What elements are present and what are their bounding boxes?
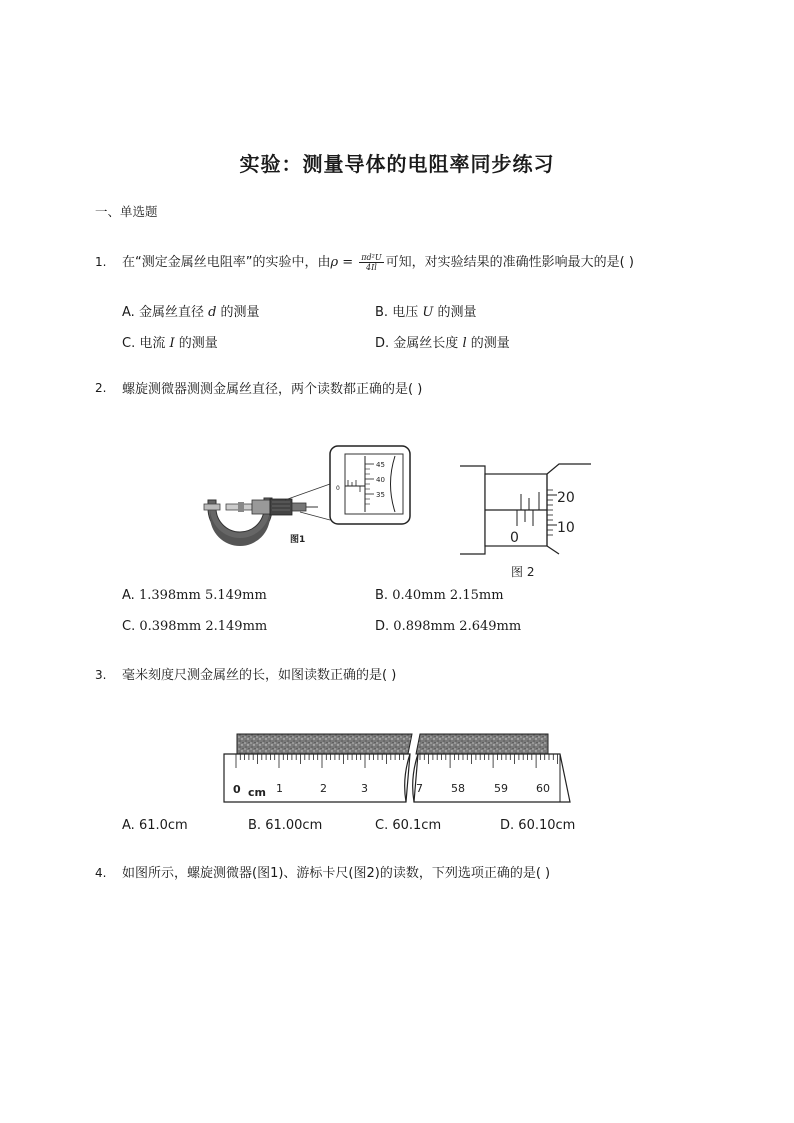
fig2-zero-label: 0 xyxy=(510,530,519,546)
ruler-label-3: 3 xyxy=(361,782,368,795)
option-value: 61.00cm xyxy=(265,818,323,833)
option-value: 0.898mm 2.649mm xyxy=(393,619,522,634)
question-1-text xyxy=(122,251,634,272)
micrometer-thimble xyxy=(270,499,292,515)
option-value: 60.1cm xyxy=(392,818,442,833)
option-letter: A. xyxy=(122,305,135,320)
micrometer-figure-1 xyxy=(190,444,415,554)
page-title: 实验：测量导体的电阻率同步练习 xyxy=(239,152,555,176)
question-4-number: 4. xyxy=(95,866,107,880)
option-letter: C. xyxy=(122,619,136,634)
wire-right xyxy=(416,734,548,754)
question-1-number: 1. xyxy=(95,255,107,269)
question-3-text: 毫米刻度尺测金属丝的长，如图读数正确的是( ) xyxy=(122,668,397,683)
q2-option-a[interactable] xyxy=(122,588,267,603)
ruler-label-7: 7 xyxy=(416,782,423,795)
option-letter: C. xyxy=(375,818,389,833)
wire-left xyxy=(237,734,412,754)
option-variable: I xyxy=(169,336,175,351)
ruler-label-2: 2 xyxy=(320,782,327,795)
option-text: 的测量 xyxy=(466,336,510,351)
section-heading: 一、单选题 xyxy=(95,204,158,219)
option-letter: D. xyxy=(375,619,390,634)
ruler-label-0: 0 xyxy=(233,783,241,796)
q1-option-d[interactable] xyxy=(375,332,510,351)
formula-denominator: 4Il xyxy=(366,263,377,272)
q3-option-d[interactable] xyxy=(500,818,575,833)
option-text: 的测量 xyxy=(216,305,260,320)
fig1-caption: 图1 xyxy=(290,535,306,545)
option-text: 金属丝长度 xyxy=(393,336,463,351)
option-value: 60.10cm xyxy=(518,818,576,833)
option-letter: B. xyxy=(375,588,389,603)
option-letter: A. xyxy=(122,818,135,833)
question-2-number: 2. xyxy=(95,381,107,395)
option-variable: d xyxy=(208,305,217,320)
q2-option-d[interactable] xyxy=(375,619,521,634)
ruler-label-1: 1 xyxy=(276,782,283,795)
question-2-text: 螺旋测微器测测金属丝直径，两个读数都正确的是( ) xyxy=(122,382,423,397)
ruler-label-60: 60 xyxy=(536,782,550,795)
q3-option-a[interactable] xyxy=(122,818,188,833)
fig1-scale-45: 45 xyxy=(376,461,385,469)
option-text: 的测量 xyxy=(174,336,218,351)
question-4-text: 如图所示，螺旋测微器(图1)、游标卡尺(图2)的读数，下列选项正确的是( ) xyxy=(122,866,551,881)
q1-option-b[interactable] xyxy=(375,301,476,320)
question-1-text-before: 在“测定金属丝电阻率”的实验中，由 xyxy=(122,255,331,270)
q3-option-c[interactable] xyxy=(375,818,441,833)
micrometer-anvil xyxy=(204,504,220,510)
micrometer-lock xyxy=(238,502,244,512)
fig1-scale-40: 40 xyxy=(376,476,385,484)
ruler-label-cm: cm xyxy=(248,786,266,799)
option-variable: U xyxy=(422,305,434,320)
question-1-text-after: 可知，对实验结果的准确性影响最大的是( ) xyxy=(385,255,634,270)
q3-option-b[interactable] xyxy=(248,818,322,833)
option-variable: l xyxy=(462,336,467,351)
fig2-scale-20: 20 xyxy=(557,490,575,506)
option-value: 1.398mm 5.149mm xyxy=(138,588,267,603)
option-text: 的测量 xyxy=(433,305,477,320)
option-letter: A. xyxy=(122,588,135,603)
question-3-number: 3. xyxy=(95,668,107,682)
option-value: 0.398mm 2.149mm xyxy=(139,619,268,634)
micrometer-ratchet xyxy=(292,503,306,511)
option-letter: B. xyxy=(375,305,389,320)
fig1-scale-35: 35 xyxy=(376,491,385,499)
fig2-caption: 图 2 xyxy=(511,565,535,579)
formula-lhs: ρ = xyxy=(330,255,354,270)
option-text: 电流 xyxy=(139,336,170,351)
option-text: 电压 xyxy=(392,305,423,320)
option-letter: D. xyxy=(500,818,515,833)
option-value: 61.0cm xyxy=(138,818,188,833)
formula-fraction xyxy=(359,253,383,272)
q2-option-b[interactable] xyxy=(375,588,504,603)
micrometer-figure-2 xyxy=(455,458,600,583)
ruler-label-58: 58 xyxy=(451,782,465,795)
q2-option-c[interactable] xyxy=(122,619,267,634)
fig2-scale-10: 10 xyxy=(557,520,575,536)
q1-option-a[interactable] xyxy=(122,301,260,320)
option-letter: B. xyxy=(248,818,262,833)
fig1-zero-label: 0 xyxy=(336,485,340,492)
ruler-label-59: 59 xyxy=(494,782,508,795)
option-text: 金属丝直径 xyxy=(138,305,209,320)
option-letter: C. xyxy=(122,336,136,351)
ruler-figure xyxy=(220,730,575,806)
option-letter: D. xyxy=(375,336,390,351)
option-value: 0.40mm 2.15mm xyxy=(392,588,504,603)
formula-numerator: πd²U xyxy=(361,253,382,262)
q1-option-c[interactable] xyxy=(122,332,218,351)
micrometer-sleeve xyxy=(252,500,270,514)
